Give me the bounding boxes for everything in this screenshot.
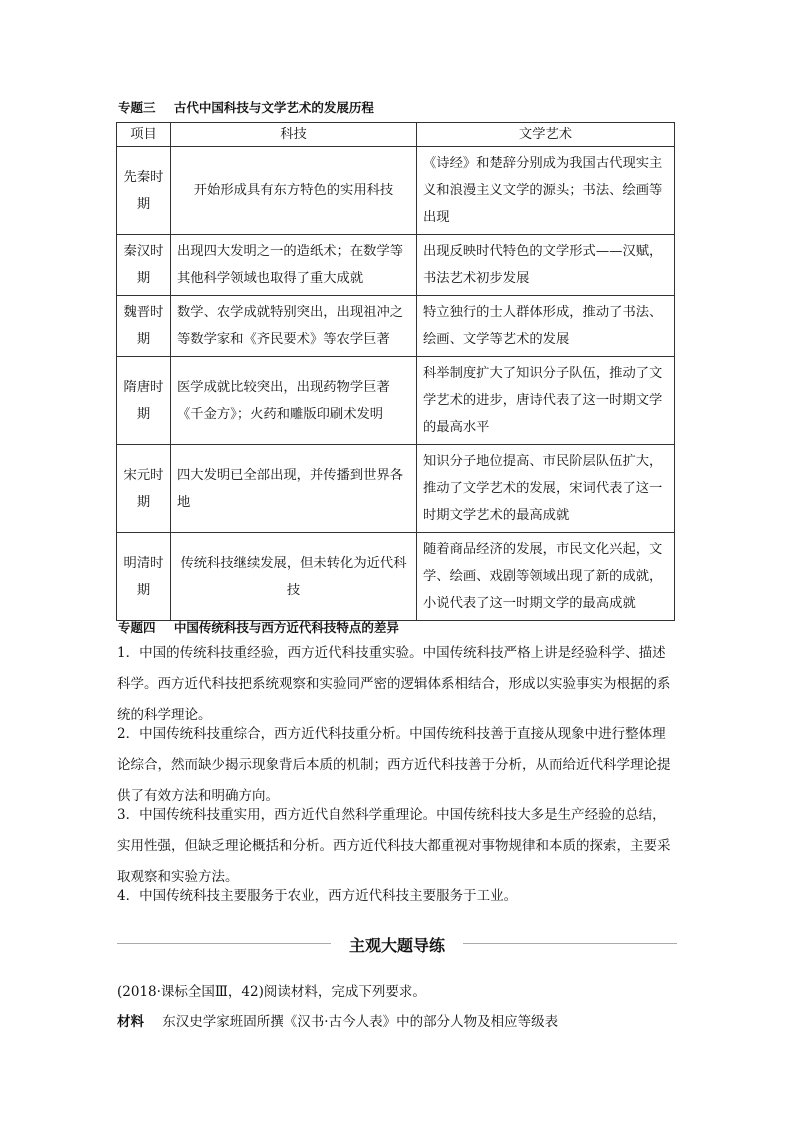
arts-cell: 出现反映时代特色的文学形式——汉赋，书法艺术初步发展 <box>417 235 675 296</box>
topic3-heading <box>118 98 374 116</box>
material-line <box>117 1010 558 1030</box>
header-item: 项目 <box>117 123 171 147</box>
topic4-heading <box>118 618 399 636</box>
period-cell: 明清时期 <box>117 533 171 621</box>
table-header-row <box>117 123 675 147</box>
tech-arts-table <box>116 122 675 621</box>
tech-cell: 出现四大发明之一的造纸术；在数学等其他科学领域也取得了重大成就 <box>171 235 417 296</box>
topic3-title: 古代中国科技与文学艺术的发展历程 <box>173 100 374 115</box>
table-row <box>117 147 675 235</box>
divider-left <box>117 943 331 944</box>
table-row <box>117 357 675 445</box>
tech-cell: 医学成就比较突出，出现药物学巨著《千金方》；火药和雕版印刷术发明 <box>171 357 417 445</box>
period-cell: 宋元时期 <box>117 445 171 533</box>
divider-right <box>463 943 677 944</box>
arts-cell: 科举制度扩大了知识分子队伍，推动了文学艺术的进步，唐诗代表了这一时期文学的最高水平 <box>417 357 675 445</box>
difference-point-3: 3．中国传统科技重实用，西方近代自然科学重理论。中国传统科技大多是生产经验的总结，实用性强，但缺乏理论概括和分析。西方近代科技大都重视对事物规律和本质的探索，主要采取观察和实验方法。 <box>117 807 671 885</box>
period-cell: 秦汉时期 <box>117 235 171 296</box>
arts-cell: 知识分子地位提高、市民阶层队伍扩大，推动了文学艺术的发展，宋词代表了这一时期文学艺术的最高成就 <box>417 445 675 533</box>
difference-point-2: 2．中国传统科技重综合，西方近代科技重分析。中国传统科技善于直接从现象中进行整体理论综合，然而缺少揭示现象背后本质的机制；西方近代科技善于分析，从而给近代科学理论提供了有效方法和明确方向。 <box>117 726 671 804</box>
period-cell: 魏晋时期 <box>117 296 171 357</box>
topic4-label: 专题四 <box>118 620 156 635</box>
tech-cell: 传统科技继续发展，但未转化为近代科技 <box>171 533 417 621</box>
table-row <box>117 445 675 533</box>
question-source: (2018·课标全国Ⅲ，42)阅读材料，完成下列要求。 <box>117 984 426 1000</box>
header-tech: 科技 <box>171 123 417 147</box>
header-arts: 文学艺术 <box>417 123 675 147</box>
arts-cell: 随着商品经济的发展，市民文化兴起，文学、绘画、戏剧等领域出现了新的成就，小说代表了这一时期文学的最高成就 <box>417 533 675 621</box>
material-text: 东汉史学家班固所撰《汉书·古今人表》中的部分人物及相应等级表 <box>162 1014 559 1030</box>
tech-cell: 开始形成具有东方特色的实用科技 <box>171 147 417 235</box>
tech-cell: 数学、农学成就特别突出，出现祖冲之等数学家和《齐民要术》等农学巨著 <box>171 296 417 357</box>
material-label: 材料 <box>117 1014 144 1030</box>
table-row <box>117 533 675 621</box>
table-row <box>117 235 675 296</box>
tech-cell: 四大发明已全部出现，并传播到世界各地 <box>171 445 417 533</box>
period-cell: 隋唐时期 <box>117 357 171 445</box>
table-row <box>117 296 675 357</box>
section-title: 主观大题导练 <box>348 936 445 955</box>
topic3-label: 专题三 <box>118 100 156 115</box>
difference-point-4: 4．中国传统科技主要服务于农业，西方近代科技主要服务于工业。 <box>117 888 518 904</box>
arts-cell: 《诗经》和楚辞分别成为我国古代现实主义和浪漫主义文学的源头；书法、绘画等出现 <box>417 147 675 235</box>
arts-cell: 特立独行的士人群体形成，推动了书法、绘画、文学等艺术的发展 <box>417 296 675 357</box>
period-cell: 先秦时期 <box>117 147 171 235</box>
topic4-title: 中国传统科技与西方近代科技特点的差异 <box>173 620 399 635</box>
difference-point-1: 1．中国的传统科技重经验，西方近代科技重实验。中国传统科技严格上讲是经验科学、描述科学。西方近代科技把系统观察和实验同严密的逻辑体系相结合，形成以实验事实为根据的系统的科学理论。 <box>117 645 671 723</box>
